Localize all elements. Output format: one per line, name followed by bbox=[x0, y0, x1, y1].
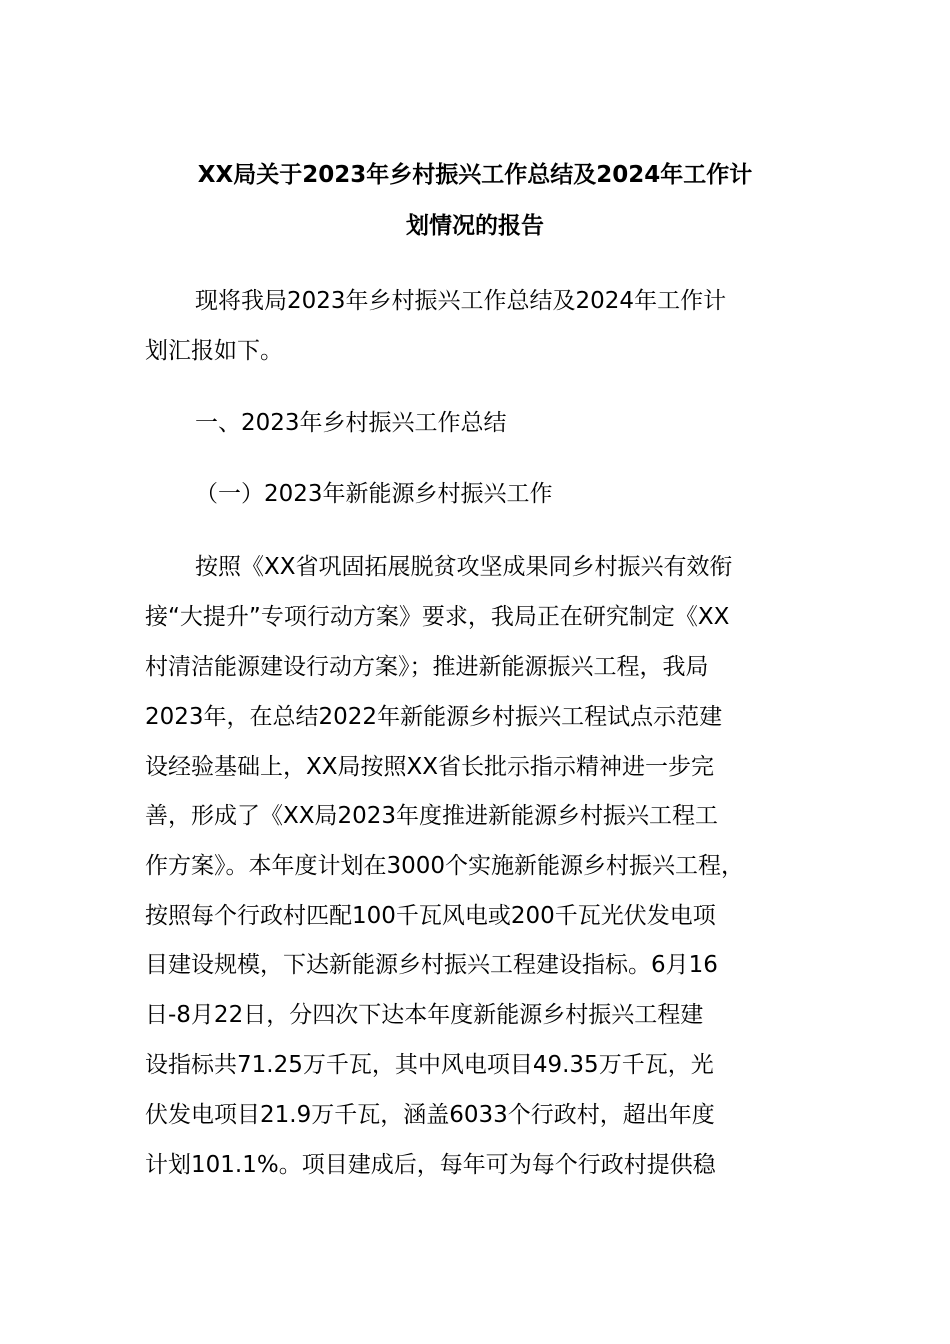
document-title-line-1: XX局关于2023年乡村振兴工作总结及2024年工作计 bbox=[197, 162, 753, 188]
body-line-10: 日-8月22日，分四次下达本年度新能源乡村振兴工程建 bbox=[145, 1002, 704, 1028]
body-line-9: 目建设规模，下达新能源乡村振兴工程建设指标。6月16 bbox=[145, 952, 718, 978]
body-line-13: 计划101.1%。项目建成后，每年可为每个行政村提供稳 bbox=[145, 1152, 716, 1178]
body-line-8: 按照每个行政村匹配100千瓦风电或200千瓦光伏发电项 bbox=[145, 903, 716, 929]
body-line-1: 按照《XX省巩固拓展脱贫攻坚成果同乡村振兴有效衔 bbox=[195, 554, 733, 580]
document-title-line-2: 划情况的报告 bbox=[406, 213, 544, 239]
section-heading: 一、2023年乡村振兴工作总结 bbox=[195, 410, 507, 436]
body-line-6: 善，形成了《XX局2023年度推进新能源乡村振兴工程工 bbox=[145, 803, 719, 829]
body-line-7: 作方案》。本年度计划在3000个实施新能源乡村振兴工程， bbox=[145, 853, 745, 879]
body-line-11: 设指标共71.25万千瓦，其中风电项目49.35万千瓦，光 bbox=[145, 1052, 714, 1078]
body-line-5: 设经验基础上，XX局按照XX省长批示指示精神进一步完 bbox=[145, 754, 715, 780]
body-line-12: 伏发电项目21.9万千瓦，涵盖6033个行政村，超出年度 bbox=[145, 1102, 715, 1128]
intro-line-1: 现将我局2023年乡村振兴工作总结及2024年工作计 bbox=[195, 288, 727, 314]
body-line-3: 村清洁能源建设行动方案》；推进新能源振兴工程，我局 bbox=[145, 654, 709, 680]
intro-line-2: 划汇报如下。 bbox=[145, 338, 283, 364]
subsection-heading: （一）2023年新能源乡村振兴工作 bbox=[195, 481, 553, 507]
body-line-2: 接“大提升”专项行动方案》要求，我局正在研究制定《XX bbox=[145, 604, 730, 630]
body-line-4: 2023年，在总结2022年新能源乡村振兴工程试点示范建 bbox=[145, 704, 723, 730]
